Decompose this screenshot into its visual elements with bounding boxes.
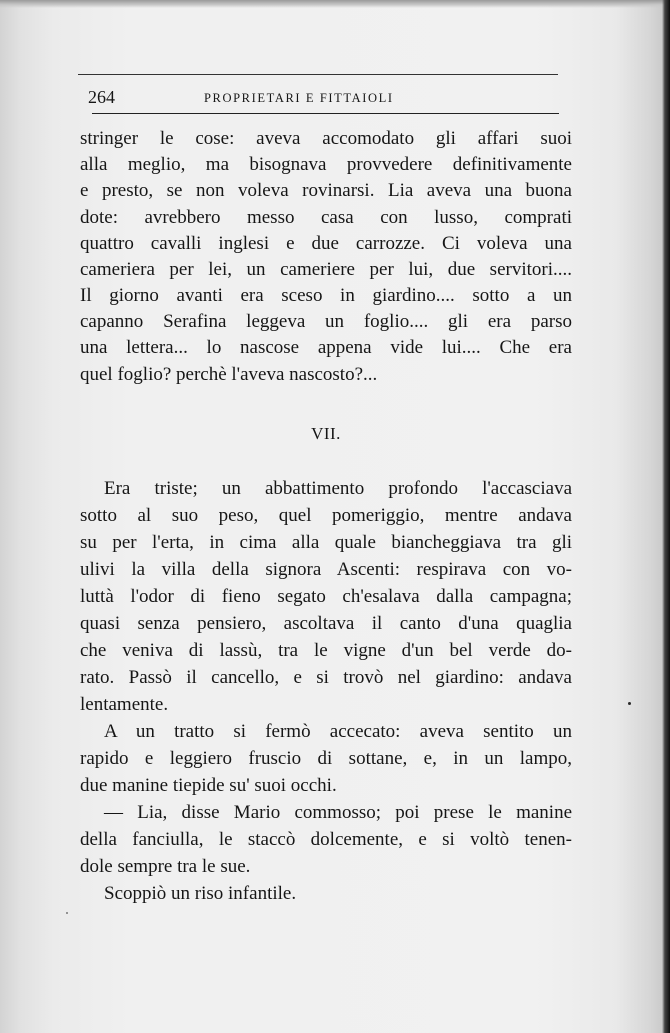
text-line: Era triste; un abbattimento profondo l'accasciava [104, 478, 572, 499]
text-line: Il giorno avanti era sceso in giardino.... sotto a un [80, 285, 572, 306]
text-line: capanno Serafina leggeva un foglio.... gli era parso [80, 311, 572, 332]
text-line: due manine tiepide su' suoi occhi. [80, 775, 337, 796]
text-line: — Lia, disse Mario commosso; poi prese le manine [104, 802, 572, 823]
page-number: 264 [88, 87, 115, 107]
text-line: e presto, se non voleva rovinarsi. Lia aveva una buona [80, 180, 572, 201]
text-line: su per l'erta, in cima alla quale biancheggiava tra gli [80, 532, 572, 553]
text-line: quattro cavalli inglesi e due carrozze. Ci voleva una [80, 233, 572, 254]
header-rule-bottom [92, 113, 559, 114]
text-line: lentamente. [80, 694, 169, 715]
chapter-heading: VII. [311, 424, 341, 443]
running-header [88, 86, 558, 110]
page-binding-edge [662, 0, 670, 1033]
text-line: alla meglio, ma bisognava provvedere definitivamente [80, 154, 572, 175]
paper-speck [66, 912, 68, 914]
text-line: stringer le cose: aveva accomodato gli affari suoi [80, 128, 572, 149]
text-line: rapido e leggiero fruscio di sottane, e, in un lampo, [80, 748, 572, 769]
page-top-edge [0, 0, 670, 8]
paper-speck [628, 702, 631, 705]
text-line: rato. Passò il cancello, e si trovò nel giardino: andava [80, 667, 572, 688]
text-line: ulivi la villa della signora Ascenti: respirava con vo- [80, 559, 572, 580]
text-line: che veniva di lassù, tra le vigne d'un bel verde do- [80, 640, 572, 661]
header-rule-top [78, 74, 558, 75]
text-line: una lettera... lo nascose appena vide lui.... Che era [80, 337, 572, 358]
text-line: cameriera per lei, un cameriere per lui, due servitori.... [80, 259, 572, 280]
text-line: sotto al suo peso, quel pomeriggio, mentre andava [80, 505, 572, 526]
text-line: quasi senza pensiero, ascoltava il canto d'una quaglia [80, 613, 572, 634]
text-line: dole sempre tra le sue. [80, 856, 251, 877]
running-title: PROPRIETARI E FITTAIOLI [204, 91, 394, 105]
text-line: quel foglio? perchè l'aveva nascosto?... [80, 364, 378, 385]
text-line: A un tratto si fermò accecato: aveva sentito un [104, 721, 572, 742]
text-line: luttà l'odor di fieno segato ch'esalava dalla campagna; [80, 586, 572, 607]
text-line: dote: avrebbero messo casa con lusso, comprati [80, 207, 572, 228]
text-line: della fanciulla, le staccò dolcemente, e si voltò tenen- [80, 829, 572, 850]
text-line: Scoppiò un riso infantile. [104, 883, 297, 904]
